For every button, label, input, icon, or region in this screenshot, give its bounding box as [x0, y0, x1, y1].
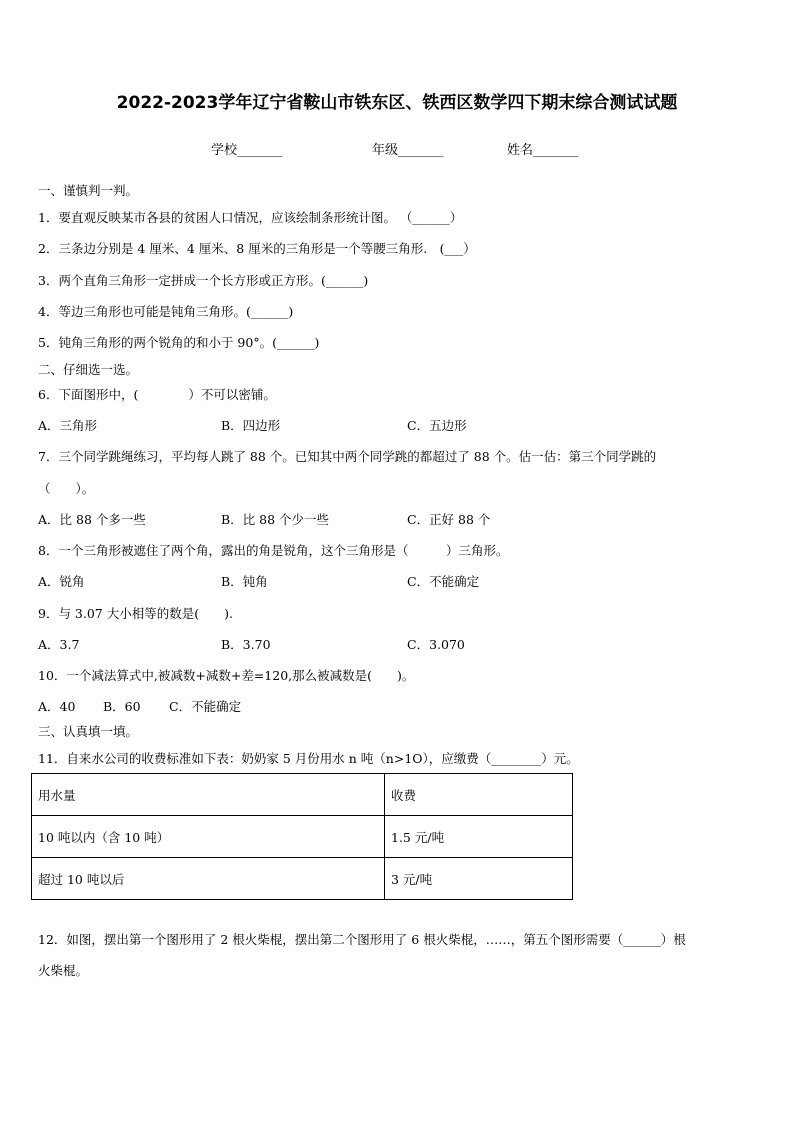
question-6-option-b: B．四边形: [221, 418, 281, 433]
question-4: 4．等边三角形也可能是钝角三角形。(______): [38, 304, 294, 319]
question-5: 5．钝角三角形的两个锐角的和小于 90°。(______): [38, 335, 320, 350]
question-10-option-b: B．60: [103, 699, 141, 714]
question-9-option-c: C．3.070: [407, 637, 465, 652]
table-cell: 1.5 元/吨: [385, 816, 573, 858]
table-header-cell: 用水量: [32, 774, 385, 816]
section-heading-fill: 三、认真填一填。: [38, 724, 139, 739]
page-title: 2022-2023学年辽宁省鞍山市铁东区、铁西区数学四下期末综合测试试题: [116, 93, 678, 113]
question-6-option-c: C．五边形: [407, 418, 467, 433]
question-12-continuation: 火柴棍。: [38, 963, 89, 978]
table-header-cell: 收费: [385, 774, 573, 816]
table-cell: 3 元/吨: [385, 858, 573, 900]
question-11: 11．自来水公司的收费标准如下表：奶奶家 5 月份用水 n 吨（n>1O），应缴费（________）元。: [38, 751, 579, 766]
section-heading-judge: 一、谨慎判一判。: [38, 183, 139, 198]
question-10-option-c: C．不能确定: [169, 699, 242, 714]
question-12: 12．如图，摆出第一个图形用了 2 根火柴棍，摆出第二个图形用了 6 根火柴棍，……，第五个图形需要（______）根: [38, 932, 686, 947]
question-7-option-b: B．比 88 个少一些: [221, 512, 330, 527]
question-10: 10．一个减法算式中,被减数+减数+差=120,那么被减数是( )。: [38, 668, 415, 683]
question-9: 9．与 3.07 大小相等的数是( ).: [38, 606, 233, 621]
grade-field: 年级_______: [372, 143, 444, 158]
question-8-option-c: C．不能确定: [407, 574, 480, 589]
question-7-option-a: A．比 88 个多一些: [38, 512, 146, 527]
question-7: 7．三个同学跳绳练习，平均每人跳了 88 个。已知其中两个同学跳的都超过了 88 个。估一估：第三个同学跳的: [38, 449, 657, 464]
question-6-option-a: A．三角形: [38, 418, 98, 433]
question-1: 1．要直观反映某市各县的贫困人口情况，应该绘制条形统计图。 （______）: [38, 210, 463, 225]
school-field: 学校_______: [211, 143, 283, 158]
question-7-continuation: （ ）。: [38, 481, 95, 496]
question-2: 2．三条边分别是 4 厘米、4 厘米、8 厘米的三角形是一个等腰三角形. (___）: [38, 241, 476, 256]
table-cell: 10 吨以内（含 10 吨）: [32, 816, 385, 858]
question-10-option-a: A．40: [38, 699, 76, 714]
table-row: [32, 858, 573, 900]
question-9-option-b: B．3.70: [221, 637, 271, 652]
table-cell: 超过 10 吨以后: [32, 858, 385, 900]
question-9-option-a: A．3.7: [38, 637, 80, 652]
table-header-row: [32, 774, 573, 816]
water-fee-table: [31, 773, 573, 900]
question-7-option-c: C．正好 88 个: [407, 512, 491, 527]
question-8-option-b: B．钝角: [221, 574, 268, 589]
question-8-option-a: A．锐角: [38, 574, 85, 589]
table-row: [32, 816, 573, 858]
name-field: 姓名_______: [507, 143, 579, 158]
question-3: 3．两个直角三角形一定拼成一个长方形或正方形。(______): [38, 273, 369, 288]
question-8: 8．一个三角形被遮住了两个角，露出的角是锐角，这个三角形是（ ）三角形。: [38, 543, 509, 558]
question-6: 6．下面图形中，( ）不可以密铺。: [38, 387, 276, 402]
section-heading-choose: 二、仔细选一选。: [38, 362, 139, 377]
